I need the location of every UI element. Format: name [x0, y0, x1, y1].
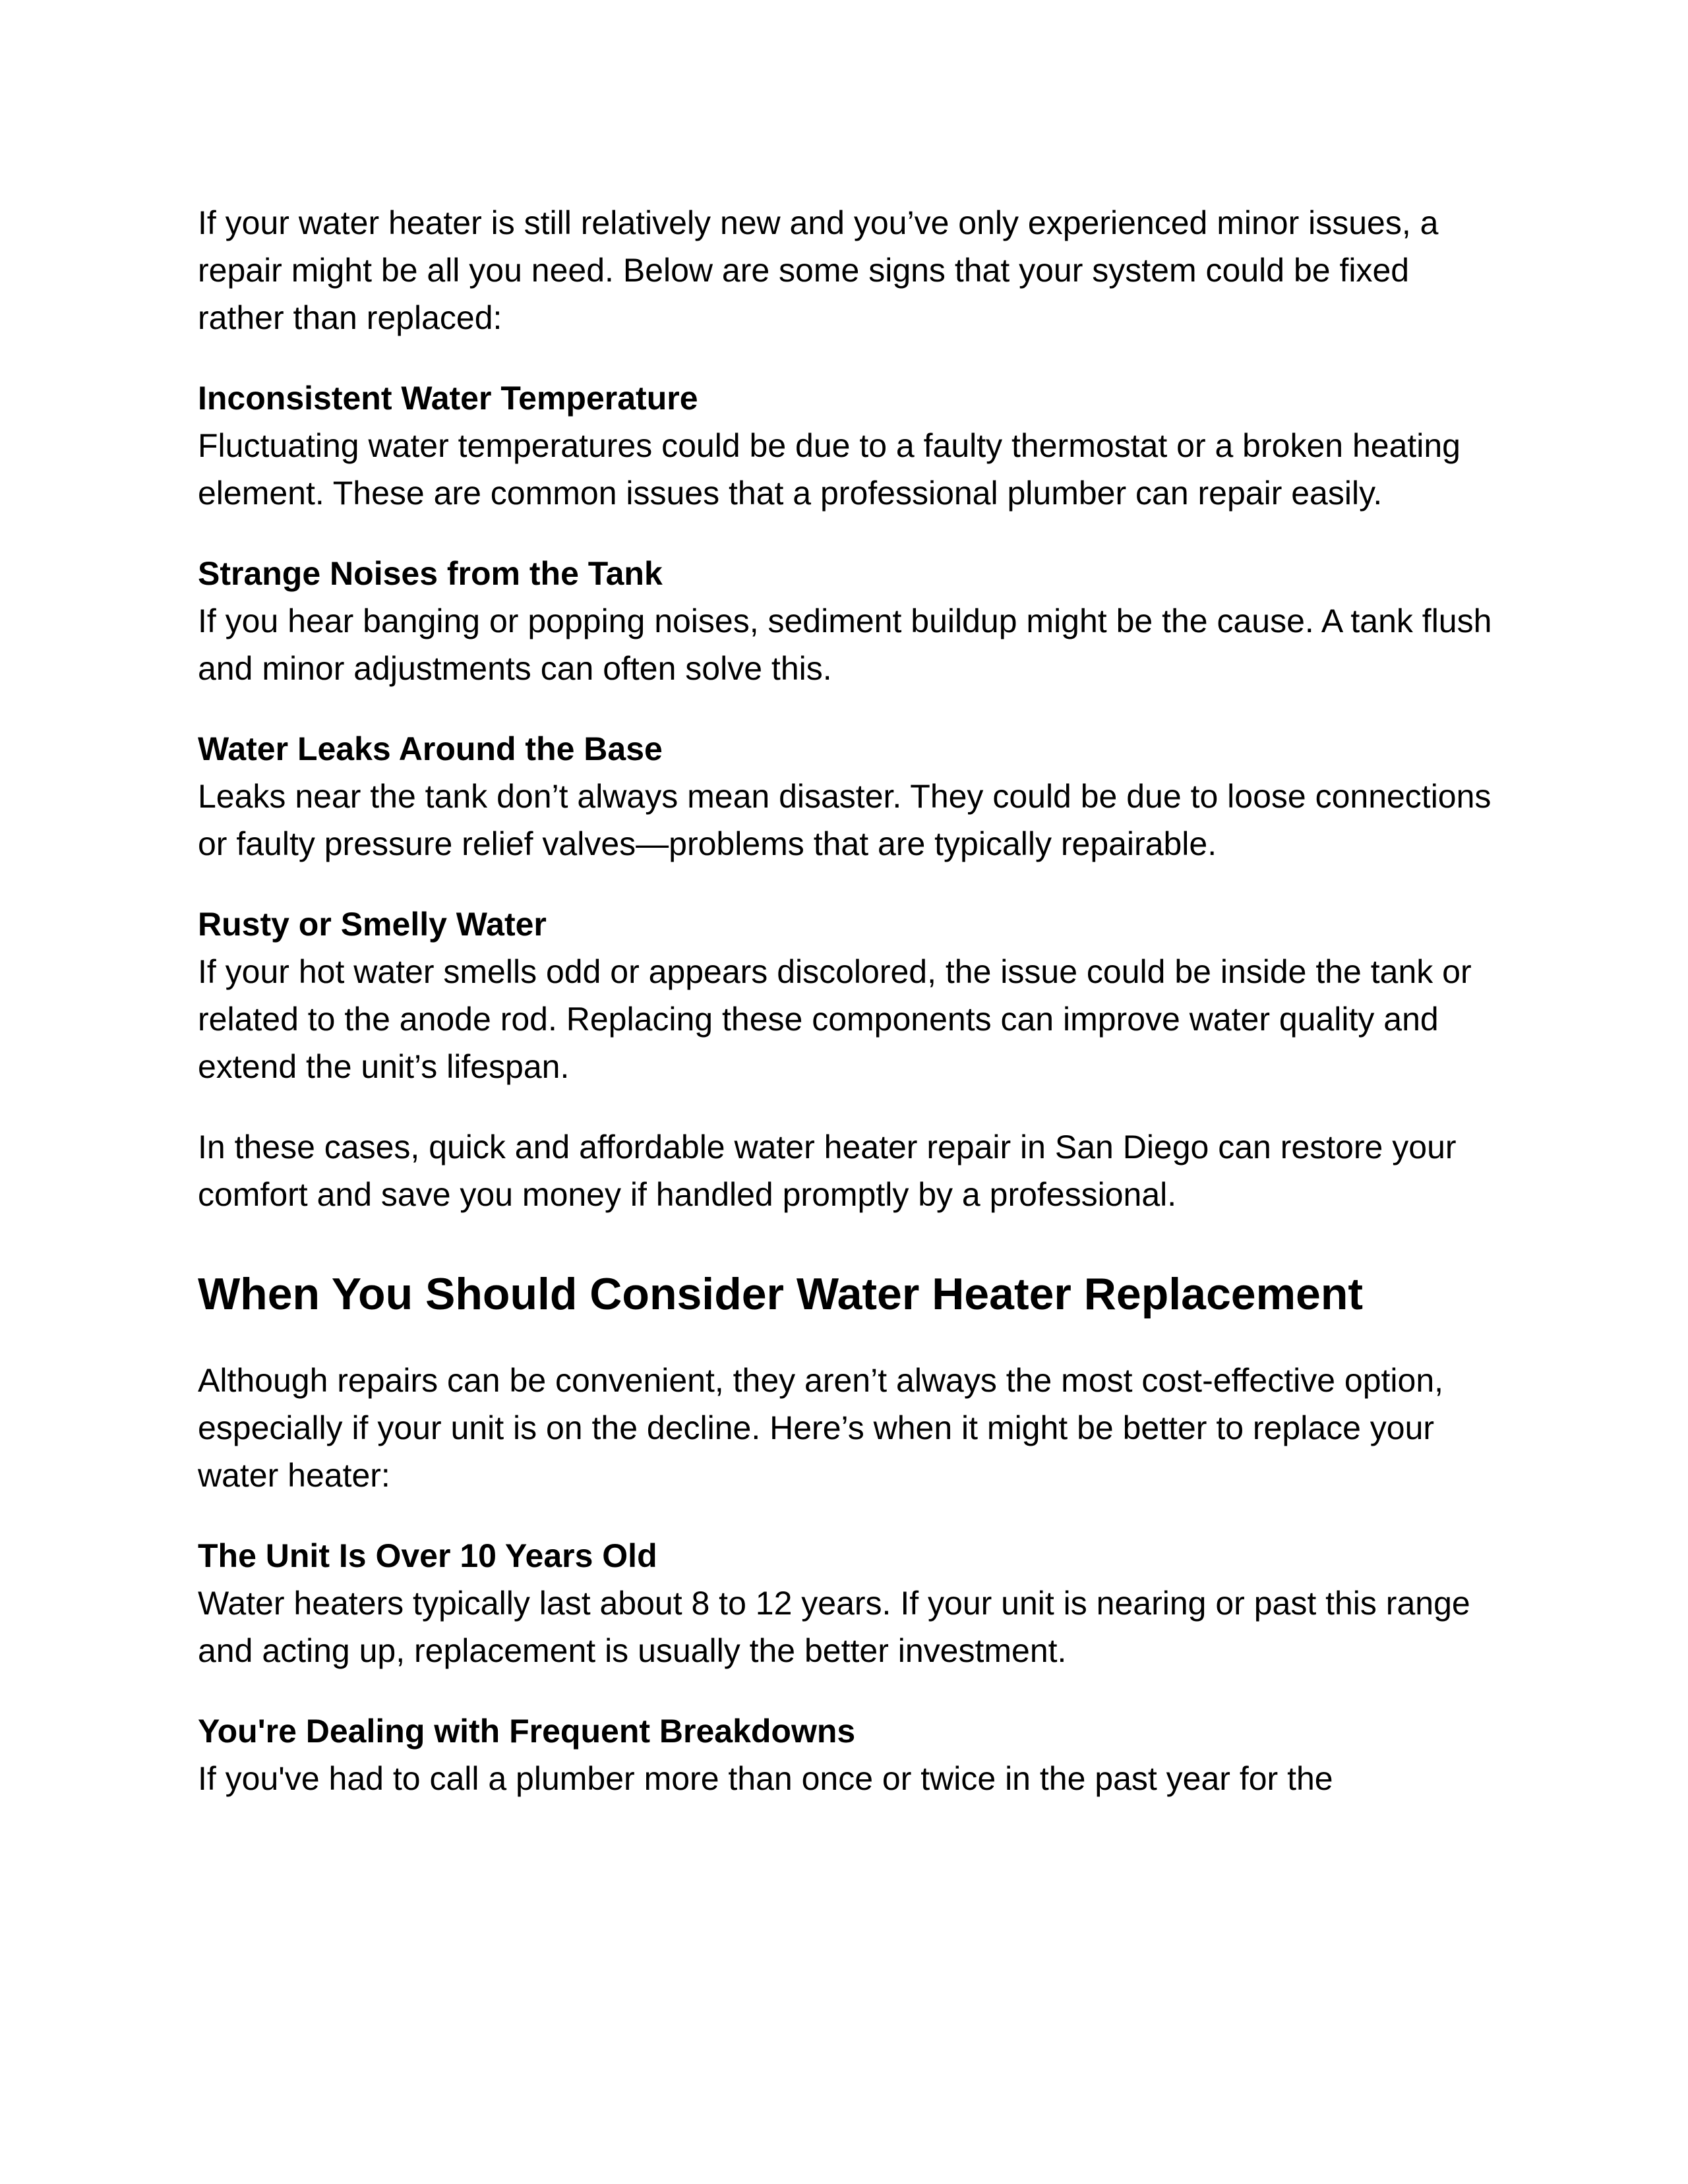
repair-sign-text: Fluctuating water temperatures could be due to a faulty thermostat or a broken heating element. These are common issues that a professional plumber can repair easily.: [198, 427, 1461, 512]
replacement-sign-heading: You're Dealing with Frequent Breakdowns: [198, 1713, 856, 1750]
repair-conclusion-paragraph: In these cases, quick and affordable water heater repair in San Diego can restore your comfort and save you money if handled promptly by a professional.: [198, 1129, 1457, 1213]
replacement-sign-block: [198, 1532, 1503, 1674]
repair-sign-heading: Rusty or Smelly Water: [198, 906, 547, 943]
repair-sign-text: Leaks near the tank don’t always mean disaster. They could be due to loose connections or faulty pressure relief valves—problems that are typically repairable.: [198, 778, 1492, 862]
replacement-section-heading: When You Should Consider Water Heater Replacement: [198, 1269, 1364, 1319]
repair-sign-block: [198, 550, 1503, 692]
repair-sign-text: If your hot water smells odd or appears discolored, the issue could be inside the tank or related to the anode rod. Replacing these components can improve water quality and extend the unit’s lifespan.: [198, 953, 1472, 1085]
repair-sign-text: If you hear banging or popping noises, sediment buildup might be the cause. A tank flush and minor adjustments can often solve this.: [198, 603, 1492, 687]
repair-sign-heading: Water Leaks Around the Base: [198, 730, 663, 767]
repair-sign-heading: Strange Noises from the Tank: [198, 555, 663, 592]
repair-sign-heading: Inconsistent Water Temperature: [198, 380, 698, 417]
document-page: [198, 199, 1503, 1802]
replacement-intro-paragraph: Although repairs can be convenient, they aren’t always the most cost-effective option, especially if your unit is on the decline. Here’s when it might be better to replace your water heater:: [198, 1362, 1444, 1494]
replacement-sign-heading: The Unit Is Over 10 Years Old: [198, 1537, 657, 1574]
repair-sign-block: [198, 725, 1503, 868]
repair-sign-block: [198, 374, 1503, 517]
replacement-sign-text: If you've had to call a plumber more than once or twice in the past year for the: [198, 1760, 1333, 1797]
repair-sign-block: [198, 900, 1503, 1090]
replacement-sign-block: [198, 1707, 1503, 1802]
replacement-sign-text: Water heaters typically last about 8 to 12 years. If your unit is nearing or past this range and acting up, replacement is usually the better investment.: [198, 1585, 1470, 1669]
intro-paragraph: If your water heater is still relatively new and you’ve only experienced minor issues, a repair might be all you need. Below are some signs that your system could be fixed rather than replaced:: [198, 204, 1439, 336]
